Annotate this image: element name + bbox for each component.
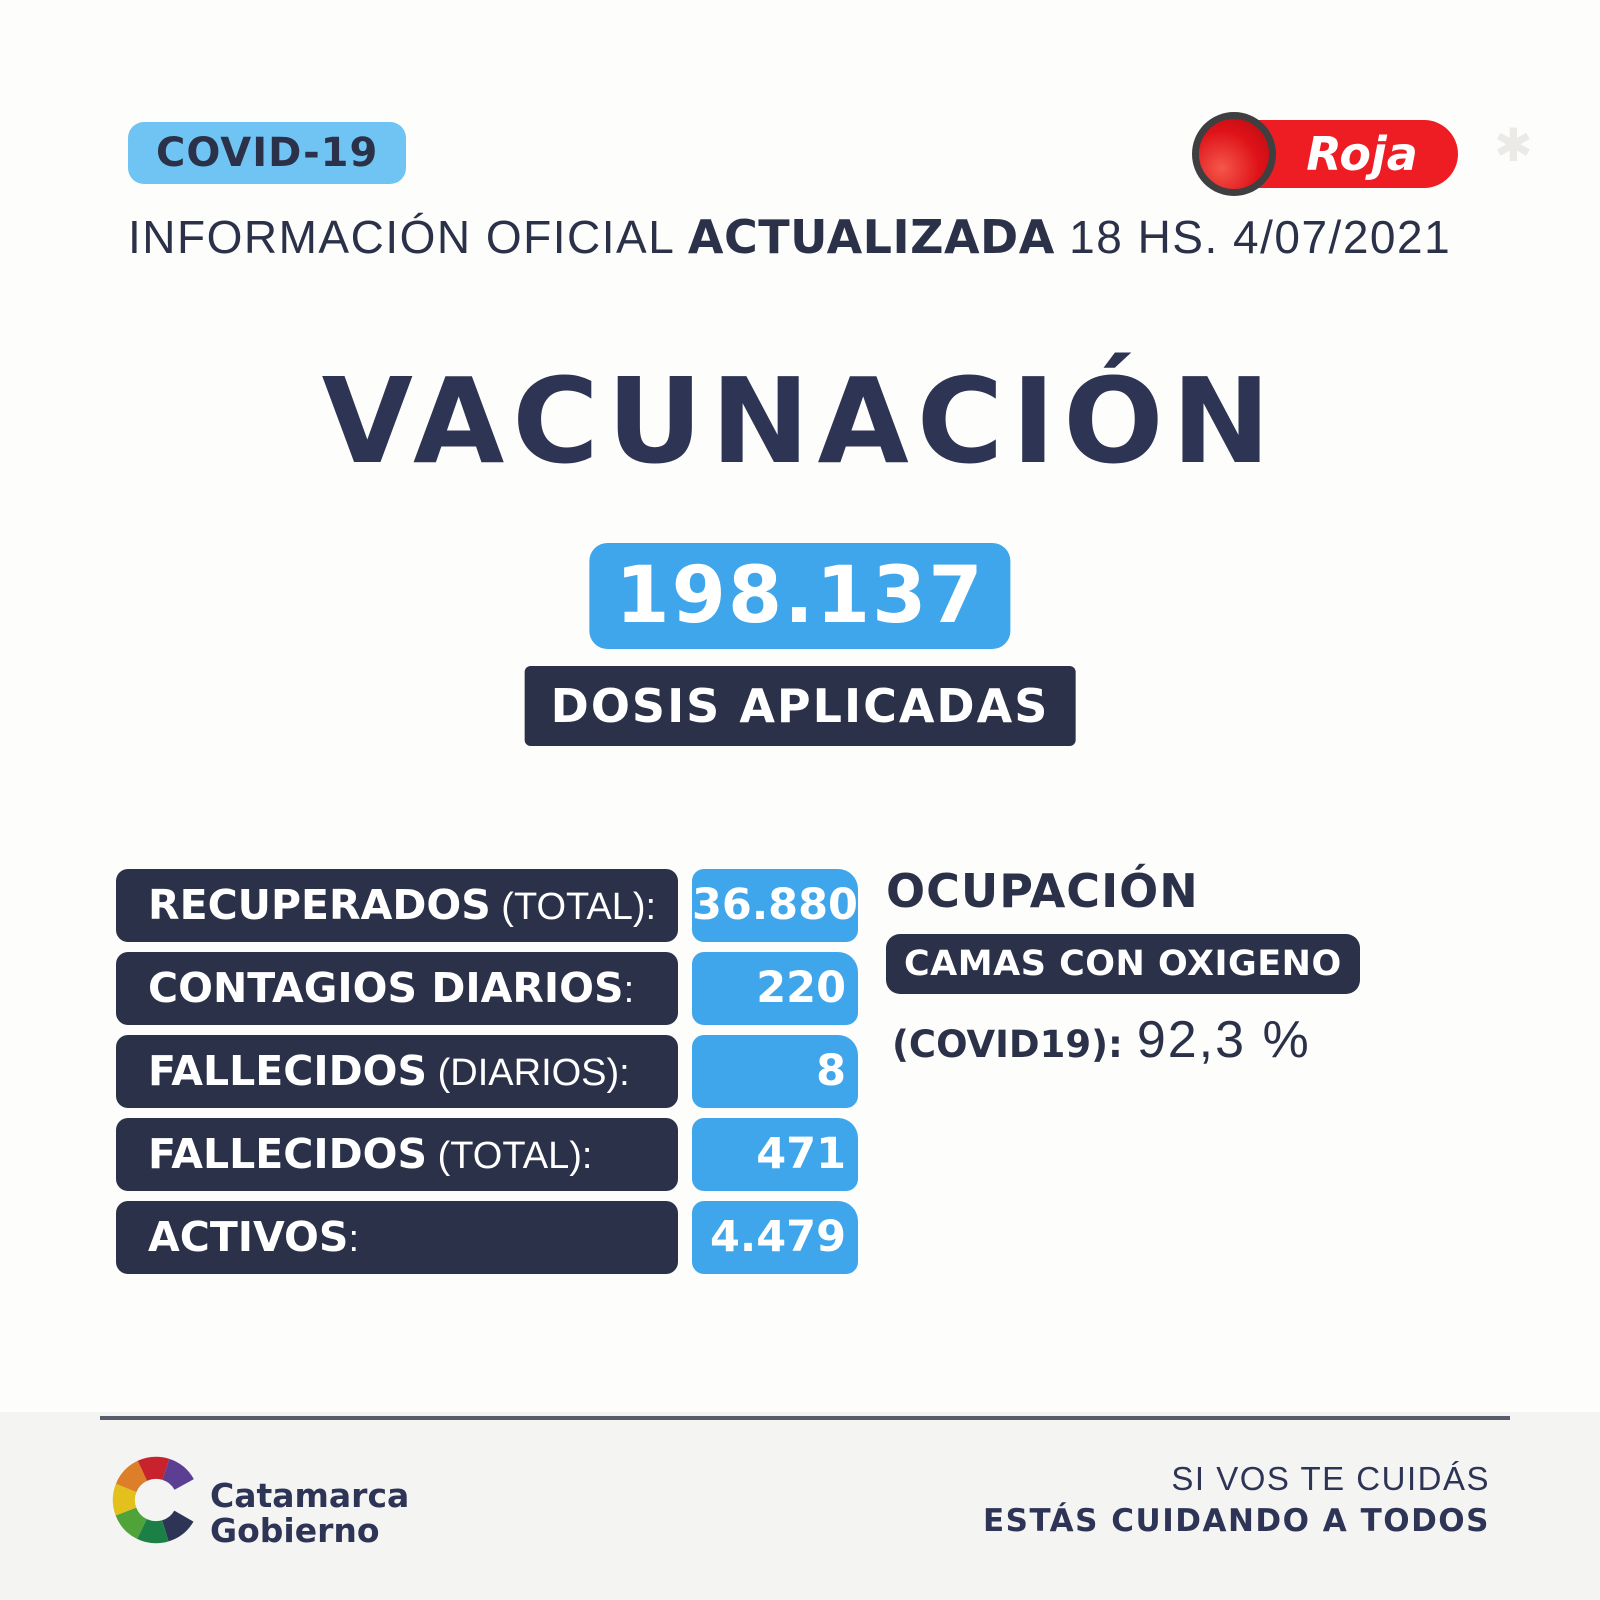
table-row xyxy=(116,952,858,1025)
stat-qualifier-text: : xyxy=(623,969,635,1011)
logo-line-2: Gobierno xyxy=(210,1511,380,1550)
doses-applied-label: DOSIS APLICADAS xyxy=(525,666,1076,746)
total-doses-badge: 198.137 xyxy=(589,543,1010,649)
occupation-subtitle-badge: CAMAS CON OXIGENO xyxy=(886,934,1360,994)
info-updated: ACTUALIZADA xyxy=(687,210,1055,264)
traffic-light-red-icon xyxy=(1192,112,1276,196)
stat-label-text: FALLECIDOS xyxy=(148,1130,428,1178)
stat-label-contagios xyxy=(116,952,678,1025)
stat-value-activos: 4.479 xyxy=(692,1201,858,1274)
stat-label-text: RECUPERADOS xyxy=(148,881,491,929)
alert-status-label: Roja xyxy=(1306,127,1418,181)
stat-label-fallecidos-total xyxy=(116,1118,678,1191)
slogan-line-2: ESTÁS CUIDANDO A TODOS xyxy=(982,1503,1490,1539)
footer-divider xyxy=(100,1416,1510,1420)
stat-label-activos xyxy=(116,1201,678,1274)
stat-label-recuperados xyxy=(116,869,678,942)
stat-qualifier-text: (TOTAL): xyxy=(490,886,657,928)
table-row xyxy=(116,1118,858,1191)
stat-qualifier-text: : xyxy=(348,1218,359,1260)
page-title: VACUNACIÓN xyxy=(321,352,1279,490)
stat-qualifier-text: (TOTAL): xyxy=(427,1135,593,1177)
occupation-title: OCUPACIÓN xyxy=(886,864,1199,918)
stat-value-fallecidos-diarios: 8 xyxy=(692,1035,858,1108)
table-row xyxy=(116,1201,858,1274)
info-datetime: 18 HS. 4/07/2021 xyxy=(1054,211,1452,263)
info-prefix: INFORMACIÓN OFICIAL xyxy=(128,211,688,263)
footer xyxy=(0,1412,1600,1600)
government-logo-text xyxy=(210,1478,409,1548)
asterisk-icon: ✱ xyxy=(1494,118,1533,172)
occupation-value-line xyxy=(892,1010,1360,1070)
catamarca-logo-icon xyxy=(110,1454,202,1546)
table-row xyxy=(116,1035,858,1108)
stat-label-fallecidos-diarios xyxy=(116,1035,678,1108)
stat-label-text: ACTIVOS xyxy=(148,1213,349,1261)
stat-value-recuperados: 36.880 xyxy=(692,869,858,942)
stat-label-text: FALLECIDOS xyxy=(148,1047,428,1095)
official-info-line xyxy=(128,210,1451,264)
bed-occupation-block xyxy=(886,864,1360,1070)
stat-value-contagios: 220 xyxy=(692,952,858,1025)
occupation-context: (COVID19): xyxy=(892,1023,1123,1066)
slogan-line-1: SI VOS TE CUIDÁS xyxy=(1171,1460,1490,1497)
logo-line-1: Catamarca xyxy=(210,1476,410,1515)
covid-19-badge: COVID-19 xyxy=(128,122,406,184)
stat-value-fallecidos-total: 471 xyxy=(692,1118,858,1191)
stat-qualifier-text: (DIARIOS): xyxy=(427,1052,630,1094)
occupation-percentage: 92,3 % xyxy=(1136,1011,1311,1069)
table-row xyxy=(116,869,858,942)
footer-slogan xyxy=(983,1458,1490,1542)
covid-stats-table xyxy=(116,869,858,1284)
stat-label-text: CONTAGIOS DIARIOS xyxy=(148,964,624,1012)
